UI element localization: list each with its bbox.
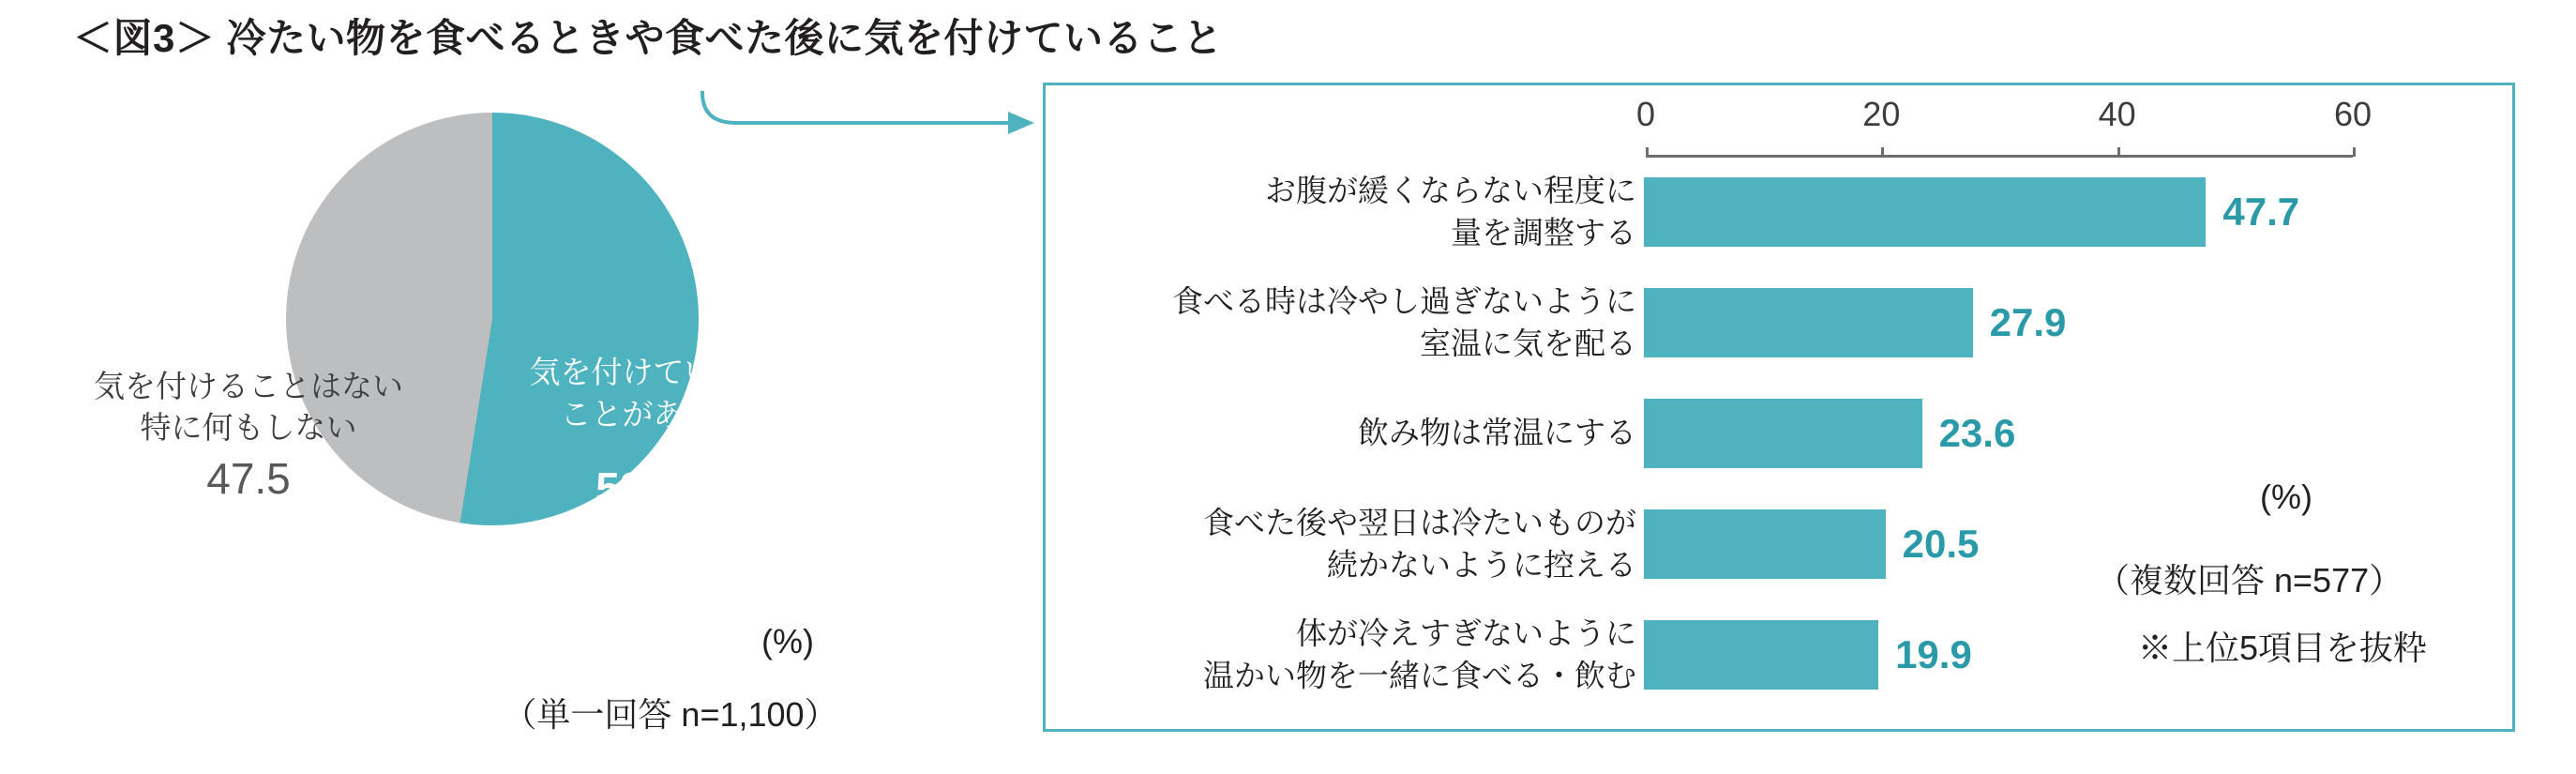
pie-slice-label-gray xyxy=(94,366,403,448)
bar-category-label xyxy=(1358,413,1636,455)
bar-note-respondents: （複数回答 n=577） xyxy=(2096,561,2403,599)
bar-category-label-line: 量を調整する xyxy=(1451,215,1636,250)
bar-unit-label: (%) xyxy=(2260,478,2312,516)
x-axis-tickmark xyxy=(2353,147,2356,157)
bar-value-label: 27.9 xyxy=(1989,300,2067,344)
bar-track xyxy=(1644,177,2357,247)
bar-fill xyxy=(1644,399,1922,468)
bar-fill xyxy=(1644,509,1886,579)
x-axis-tick-60: 60 xyxy=(2333,95,2373,133)
x-axis-tick-0: 0 xyxy=(1635,95,1656,133)
pie-slice-label-accent-line1: 気を付けている xyxy=(529,355,746,389)
bar-row xyxy=(1046,271,2518,374)
bar-category-label-line: 続かないように控える xyxy=(1327,547,1636,582)
bar-track xyxy=(1644,399,2357,468)
bar-category-label-line: 食べた後や翌日は冷たいものが xyxy=(1203,505,1636,540)
bar-row xyxy=(1046,382,2518,485)
bar-category-label-line: 食べる時は冷やし過ぎないように xyxy=(1172,283,1636,319)
x-axis-tickmark xyxy=(1646,147,1649,157)
connector-arrow-icon xyxy=(699,80,1046,164)
bar-row xyxy=(1046,160,2518,264)
bar-fill xyxy=(1644,620,1878,690)
x-axis-tickmark xyxy=(2117,147,2120,157)
bar-value-label: 19.9 xyxy=(1895,632,1972,676)
pie-slice-label-gray-line2: 特に何もしない xyxy=(140,409,357,445)
bar-category-label-line: 体が冷えすぎないように xyxy=(1296,615,1636,651)
bar-category-label xyxy=(1265,170,1636,253)
x-axis-tick-20: 20 xyxy=(1862,95,1901,133)
pie-slice-value-accent: 52.5 xyxy=(595,463,680,512)
x-axis-tick-40: 40 xyxy=(2098,95,2136,133)
bar-category-label xyxy=(1203,613,1636,696)
bar-category-label xyxy=(1172,281,1636,364)
pie-note-label: （単一回答 n=1,100） xyxy=(503,695,838,734)
x-axis-tickmark xyxy=(1881,147,1884,157)
bar-fill xyxy=(1644,288,1973,357)
x-axis-line xyxy=(1646,155,2353,158)
bar-value-label: 47.7 xyxy=(2222,190,2300,234)
pie-slice-label-accent-line2: ことがある xyxy=(560,396,716,432)
bar-fill xyxy=(1644,177,2206,247)
bar-chart-panel xyxy=(1043,83,2515,732)
pie-slice-label-gray-line1: 気を付けることはない xyxy=(94,369,403,403)
bar-category-label-line: お腹が緩くならない程度に xyxy=(1265,173,1636,208)
pie-unit-label: (%) xyxy=(761,622,814,660)
pie-slice-value-gray: 47.5 xyxy=(206,454,291,503)
bar-category-label-line: 温かい物を一緒に食べる・飲む xyxy=(1203,658,1636,692)
x-axis-tick-labels xyxy=(1635,95,2415,151)
page-title: ＜図3＞ 冷たい物を食べるときや食べた後に気を付けていること xyxy=(73,16,1224,60)
pie-slice-label-accent xyxy=(483,352,792,435)
bar-track xyxy=(1644,288,2357,357)
pie-chart-section xyxy=(0,84,1022,760)
bar-category-label-line: 室温に気を配る xyxy=(1420,326,1636,360)
bar-value-label: 23.6 xyxy=(1938,411,2016,455)
bar-category-label-line: 飲み物は常温にする xyxy=(1358,415,1636,450)
bar-category-label xyxy=(1203,502,1636,585)
bar-note-top5: ※上位5項目を抜粋 xyxy=(2138,629,2428,667)
bar-value-label: 20.5 xyxy=(1902,522,1980,566)
